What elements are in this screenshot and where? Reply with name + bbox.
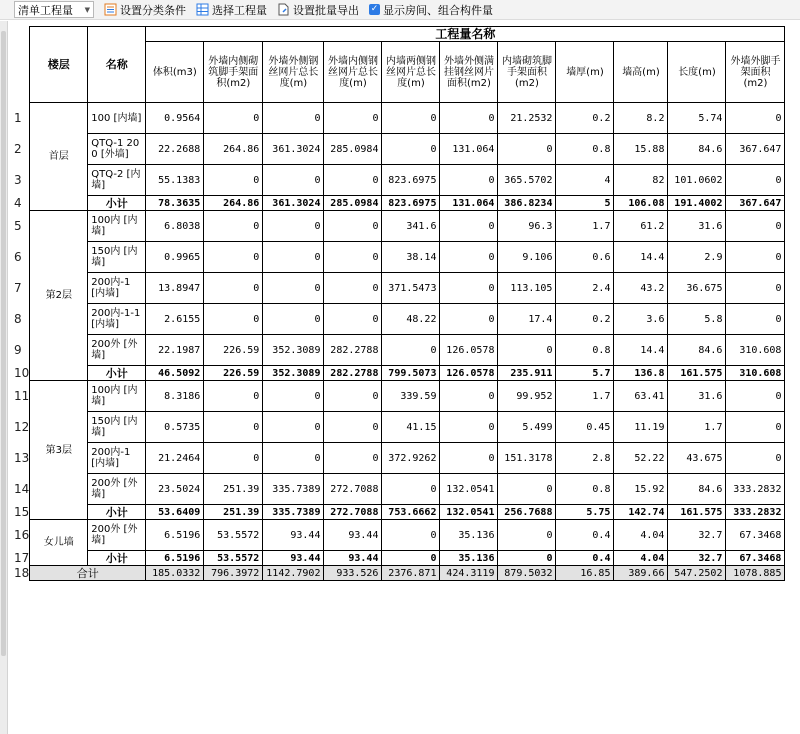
value-cell[interactable]: 0 [204,242,263,273]
value-cell[interactable]: 0 [440,412,498,443]
table-row[interactable] [12,134,785,165]
col-header[interactable]: 墙厚(m) [556,42,614,103]
col-header[interactable]: 外墙外侧满挂钢丝网片面积(m2) [440,42,498,103]
value-cell[interactable]: 4.04 [614,520,668,551]
value-cell[interactable]: 0 [498,474,556,505]
value-cell[interactable]: 106.08 [614,196,668,211]
value-cell[interactable]: 126.0578 [440,335,498,366]
name-cell[interactable]: 200内-1 [内墙] [88,443,146,474]
table-row[interactable] [12,211,785,242]
value-cell[interactable]: 226.59 [204,366,263,381]
value-cell[interactable]: 0 [324,443,382,474]
value-cell[interactable]: 53.5572 [204,551,263,566]
total-value-cell[interactable]: 185.0332 [146,566,204,581]
left-scrollbar[interactable] [0,21,8,734]
col-header[interactable]: 外墙内侧砌筑脚手架面积(m2) [204,42,263,103]
value-cell[interactable]: 0 [324,273,382,304]
floor-cell[interactable]: 女儿墙 [30,520,88,566]
scrollbar-thumb[interactable] [1,31,6,656]
value-cell[interactable]: 0 [263,381,324,412]
value-cell[interactable]: 0 [204,165,263,196]
value-cell[interactable]: 352.3089 [263,335,324,366]
col-header[interactable]: 体积(m3) [146,42,204,103]
value-cell[interactable]: 9.106 [498,242,556,273]
row-number: 3 [12,165,30,196]
value-cell[interactable]: 310.608 [726,366,785,381]
table-row[interactable] [12,520,785,551]
total-value-cell[interactable]: 424.3119 [440,566,498,581]
row-number: 13 [12,443,30,474]
total-value-cell[interactable]: 933.526 [324,566,382,581]
show-rooms-label: 显示房间、组合构件量 [383,3,493,17]
quantity-type-select[interactable] [14,1,94,18]
value-cell[interactable]: 136.8 [614,366,668,381]
value-cell[interactable]: 799.5073 [382,366,440,381]
value-cell[interactable]: 23.5024 [146,474,204,505]
value-cell[interactable]: 0 [324,381,382,412]
row-number: 15 [14,504,30,519]
value-cell[interactable]: 285.0984 [324,134,382,165]
value-cell[interactable]: 0 [324,211,382,242]
value-cell[interactable]: 113.105 [498,273,556,304]
value-cell[interactable]: 0.8 [556,134,614,165]
value-cell[interactable]: 43.675 [668,443,726,474]
value-cell[interactable]: 0 [382,335,440,366]
value-cell[interactable]: 264.86 [204,134,263,165]
classify-icon [104,3,117,16]
value-cell[interactable]: 0.8 [556,474,614,505]
table-row[interactable] [12,273,785,304]
name-cell[interactable]: 小计 [88,551,146,566]
value-cell[interactable]: 2.9 [668,242,726,273]
value-cell[interactable]: 84.6 [668,134,726,165]
select-quantity-label: 选择工程量 [212,3,267,17]
value-cell[interactable]: 0 [204,211,263,242]
value-cell[interactable]: 0 [263,304,324,335]
row-number: 7 [12,273,30,304]
value-cell[interactable]: 0 [726,381,785,412]
value-cell[interactable]: 0 [440,304,498,335]
value-cell[interactable]: 38.14 [382,242,440,273]
checkmark-icon: ✓ [370,4,379,14]
value-cell[interactable]: 5.499 [498,412,556,443]
value-cell[interactable]: 6.5196 [146,520,204,551]
value-cell[interactable]: 0 [204,381,263,412]
row-number: 5 [12,211,30,242]
value-cell[interactable]: 63.41 [614,381,668,412]
value-cell[interactable]: 131.064 [440,196,498,211]
value-cell[interactable]: 0 [204,103,263,134]
value-cell[interactable]: 256.7688 [498,505,556,520]
total-value-cell[interactable]: 1078.885 [726,566,785,581]
value-cell[interactable]: 0 [263,273,324,304]
table-row[interactable] [12,165,785,196]
row-number: 2 [12,134,30,165]
value-cell[interactable]: 2.8 [556,443,614,474]
value-cell[interactable]: 0.6 [556,242,614,273]
value-cell[interactable]: 0 [498,551,556,566]
value-cell[interactable]: 0 [726,242,785,273]
value-cell[interactable]: 0.4 [556,520,614,551]
name-cell[interactable]: QTQ-1 200 [外墙] [88,134,146,165]
show-rooms-checkbox[interactable] [369,2,493,18]
row-number: 17 [14,550,30,565]
value-cell[interactable]: 67.3468 [726,520,785,551]
row-number: 16 [12,520,30,551]
value-cell[interactable]: 53.5572 [204,520,263,551]
value-cell[interactable]: 0.2 [556,304,614,335]
col-header[interactable]: 外墙外侧钢丝网片总长度(m) [263,42,324,103]
value-cell[interactable]: 93.44 [324,520,382,551]
value-cell[interactable]: 0 [382,134,440,165]
value-cell[interactable]: 386.8234 [498,196,556,211]
row-number: 6 [12,242,30,273]
value-cell[interactable]: 5 [556,196,614,211]
value-cell[interactable]: 0 [324,103,382,134]
value-cell[interactable]: 5.75 [556,505,614,520]
table-row[interactable] [12,443,785,474]
value-cell[interactable]: 361.3024 [263,134,324,165]
value-cell[interactable]: 2.4 [556,273,614,304]
total-value-cell[interactable]: 389.66 [614,566,668,581]
value-cell[interactable]: 335.7389 [263,505,324,520]
row-number: 10 [14,365,30,380]
value-cell[interactable]: 36.675 [668,273,726,304]
value-cell[interactable]: 0 [498,520,556,551]
value-cell[interactable]: 131.064 [440,134,498,165]
value-cell[interactable]: 0.5735 [146,412,204,443]
col-header[interactable]: 外墙内侧钢丝网片总长度(m) [324,42,382,103]
value-cell[interactable]: 0.4 [556,551,614,566]
value-cell[interactable]: 93.44 [263,551,324,566]
value-cell[interactable]: 35.136 [440,520,498,551]
floor-cell[interactable]: 第2层 [30,211,88,381]
value-cell[interactable]: 84.6 [668,335,726,366]
value-cell[interactable]: 11.19 [614,412,668,443]
value-cell[interactable]: 0 [726,211,785,242]
quantity-table-container [12,26,785,581]
value-cell[interactable]: 161.575 [668,366,726,381]
value-cell[interactable]: 22.1987 [146,335,204,366]
value-cell[interactable]: 0 [382,520,440,551]
table-row[interactable] [12,366,785,381]
col-header[interactable]: 内墙两侧钢丝网片总长度(m) [382,42,440,103]
value-cell[interactable]: 367.647 [726,134,785,165]
value-cell[interactable]: 31.6 [668,381,726,412]
col-header[interactable]: 长度(m) [668,42,726,103]
row-number: 9 [12,335,30,366]
value-cell[interactable]: 8.2 [614,103,668,134]
value-cell[interactable]: 93.44 [324,551,382,566]
value-cell[interactable]: 823.6975 [382,165,440,196]
value-cell[interactable]: 335.7389 [263,474,324,505]
value-cell[interactable]: 126.0578 [440,366,498,381]
value-cell[interactable]: 52.22 [614,443,668,474]
value-cell[interactable]: 67.3468 [726,551,785,566]
row-number: 8 [12,304,30,335]
value-cell[interactable]: 0 [726,165,785,196]
value-cell[interactable]: 43.2 [614,273,668,304]
value-cell[interactable]: 0 [726,103,785,134]
row-number: 1 [12,103,30,134]
value-cell[interactable]: 4.04 [614,551,668,566]
value-cell[interactable]: 15.88 [614,134,668,165]
value-cell[interactable]: 0 [440,242,498,273]
value-cell[interactable]: 0.9564 [146,103,204,134]
value-cell[interactable]: 0 [263,211,324,242]
table-row[interactable] [12,412,785,443]
floor-cell[interactable]: 第3层 [30,381,88,520]
value-cell[interactable]: 0 [204,273,263,304]
value-cell[interactable]: 32.7 [668,551,726,566]
value-cell[interactable]: 55.1383 [146,165,204,196]
name-cell[interactable]: 200外 [外墙] [88,335,146,366]
value-cell[interactable]: 17.4 [498,304,556,335]
toolbar [0,0,800,20]
value-cell[interactable]: 101.0602 [668,165,726,196]
value-cell[interactable]: 235.911 [498,366,556,381]
value-cell[interactable]: 61.2 [614,211,668,242]
value-cell[interactable]: 46.5092 [146,366,204,381]
value-cell[interactable]: 0 [498,335,556,366]
value-cell[interactable]: 226.59 [204,335,263,366]
value-cell[interactable]: 3.6 [614,304,668,335]
value-cell[interactable]: 132.0541 [440,474,498,505]
select-quantity-button[interactable] [196,2,267,18]
quantity-group-header: 工程量名称 [146,27,785,42]
table-row[interactable] [12,103,785,134]
name-cell[interactable]: 200外 [外墙] [88,474,146,505]
value-cell[interactable]: 32.7 [668,520,726,551]
name-cell[interactable]: 小计 [88,505,146,520]
value-cell[interactable]: 6.8038 [146,211,204,242]
value-cell[interactable]: 0 [726,273,785,304]
value-cell[interactable]: 1.7 [556,381,614,412]
value-cell[interactable]: 310.608 [726,335,785,366]
value-cell[interactable]: 82 [614,165,668,196]
name-cell[interactable]: 150内 [内墙] [88,412,146,443]
value-cell[interactable]: 161.575 [668,505,726,520]
floor-cell[interactable]: 首层 [30,103,88,211]
table-icon [196,3,209,16]
name-cell[interactable]: 小计 [88,366,146,381]
value-cell[interactable]: 22.2688 [146,134,204,165]
value-cell[interactable]: 251.39 [204,505,263,520]
col-floor-header: 楼层 [30,27,88,103]
value-cell[interactable]: 0 [440,443,498,474]
value-cell[interactable]: 372.9262 [382,443,440,474]
value-cell[interactable]: 0 [440,211,498,242]
value-cell[interactable]: 21.2532 [498,103,556,134]
value-cell[interactable]: 0.45 [556,412,614,443]
value-cell[interactable]: 282.2788 [324,366,382,381]
value-cell[interactable]: 753.6662 [382,505,440,520]
value-cell[interactable]: 0 [324,304,382,335]
value-cell[interactable]: 0 [324,412,382,443]
batch-export-label: 设置批量导出 [293,3,359,17]
value-cell[interactable]: 264.86 [204,196,263,211]
value-cell[interactable]: 0 [204,304,263,335]
value-cell[interactable]: 0 [726,304,785,335]
value-cell[interactable]: 151.3178 [498,443,556,474]
value-cell[interactable]: 0 [324,165,382,196]
total-value-cell[interactable]: 1142.7902 [263,566,324,581]
col-header[interactable]: 外墙外脚手架面积(m2) [726,42,785,103]
value-cell[interactable]: 0 [204,443,263,474]
value-cell[interactable]: 272.7088 [324,474,382,505]
value-cell[interactable]: 0 [440,381,498,412]
name-cell[interactable]: 小计 [88,196,146,211]
value-cell[interactable]: 132.0541 [440,505,498,520]
value-cell[interactable]: 8.3186 [146,381,204,412]
value-cell[interactable]: 1.7 [668,412,726,443]
total-value-cell[interactable]: 879.5032 [498,566,556,581]
value-cell[interactable]: 0.8 [556,335,614,366]
col-header[interactable]: 内墙砌筑脚手架面积(m2) [498,42,556,103]
value-cell[interactable]: 14.4 [614,335,668,366]
name-cell[interactable]: 100 [内墙] [88,103,146,134]
value-cell[interactable]: 333.2832 [726,505,785,520]
value-cell[interactable]: 0 [324,242,382,273]
value-cell[interactable]: 96.3 [498,211,556,242]
value-cell[interactable]: 371.5473 [382,273,440,304]
value-cell[interactable]: 0 [382,474,440,505]
name-cell[interactable]: 200内-1 [内墙] [88,273,146,304]
export-icon [277,3,290,16]
value-cell[interactable]: 5.7 [556,366,614,381]
row-number-header [12,27,30,103]
value-cell[interactable]: 14.4 [614,242,668,273]
value-cell[interactable]: 361.3024 [263,196,324,211]
quantity-type-value: 清单工程量 [18,3,73,17]
value-cell[interactable]: 251.39 [204,474,263,505]
value-cell[interactable]: 339.59 [382,381,440,412]
value-cell[interactable]: 13.8947 [146,273,204,304]
table-row[interactable] [12,304,785,335]
row-number: 14 [12,474,30,505]
value-cell[interactable]: 0 [204,412,263,443]
name-cell[interactable]: QTQ-2 [内墙] [88,165,146,196]
total-row[interactable] [12,566,785,581]
value-cell[interactable]: 84.6 [668,474,726,505]
row-number: 12 [12,412,30,443]
name-cell[interactable]: 150内 [内墙] [88,242,146,273]
total-value-cell[interactable]: 796.3972 [204,566,263,581]
set-classify-button[interactable] [104,2,186,18]
value-cell[interactable]: 2.6155 [146,304,204,335]
value-cell[interactable]: 282.2788 [324,335,382,366]
value-cell[interactable]: 53.6409 [146,505,204,520]
table-row[interactable] [12,196,785,211]
value-cell[interactable]: 0 [498,134,556,165]
value-cell[interactable]: 35.136 [440,551,498,566]
total-label: 合计 [30,566,146,581]
table-row[interactable] [12,242,785,273]
value-cell[interactable]: 0 [440,103,498,134]
value-cell[interactable]: 0 [440,273,498,304]
name-cell[interactable]: 100内 [内墙] [88,381,146,412]
row-number: 11 [12,381,30,412]
value-cell[interactable]: 823.6975 [382,196,440,211]
value-cell[interactable]: 0 [263,242,324,273]
table-row[interactable] [12,505,785,520]
value-cell[interactable]: 272.7088 [324,505,382,520]
col-header[interactable]: 墙高(m) [614,42,668,103]
row-number: 18 [14,565,30,580]
row-number: 4 [12,196,30,211]
value-cell[interactable]: 0 [263,165,324,196]
value-cell[interactable]: 0 [440,165,498,196]
value-cell[interactable]: 0 [263,412,324,443]
value-cell[interactable]: 365.5702 [498,165,556,196]
value-cell[interactable]: 5.74 [668,103,726,134]
value-cell[interactable]: 31.6 [668,211,726,242]
value-cell[interactable]: 15.92 [614,474,668,505]
value-cell[interactable]: 21.2464 [146,443,204,474]
value-cell[interactable]: 93.44 [263,520,324,551]
value-cell[interactable]: 0.9965 [146,242,204,273]
value-cell[interactable]: 341.6 [382,211,440,242]
table-row[interactable] [12,335,785,366]
value-cell[interactable]: 6.5196 [146,551,204,566]
value-cell[interactable]: 0 [382,103,440,134]
value-cell[interactable]: 48.22 [382,304,440,335]
name-cell[interactable]: 200外 [外墙] [88,520,146,551]
value-cell[interactable]: 99.952 [498,381,556,412]
total-value-cell[interactable]: 547.2502 [668,566,726,581]
value-cell[interactable]: 0.2 [556,103,614,134]
chevron-down-icon: ▼ [84,5,90,14]
table-row[interactable] [12,474,785,505]
value-cell[interactable]: 78.3635 [146,196,204,211]
value-cell[interactable]: 285.0984 [324,196,382,211]
value-cell[interactable]: 1.7 [556,211,614,242]
quantity-table [12,26,785,581]
value-cell[interactable]: 0 [726,443,785,474]
set-classify-label: 设置分类条件 [120,3,186,17]
value-cell[interactable]: 142.74 [614,505,668,520]
table-row[interactable] [12,551,785,566]
value-cell[interactable]: 0 [263,443,324,474]
value-cell[interactable]: 0 [382,551,440,566]
value-cell[interactable]: 333.2832 [726,474,785,505]
value-cell[interactable]: 4 [556,165,614,196]
value-cell[interactable]: 352.3089 [263,366,324,381]
col-name-header: 名称 [88,27,146,103]
value-cell[interactable]: 191.4002 [668,196,726,211]
name-cell[interactable]: 200内-1-1 [内墙] [88,304,146,335]
batch-export-button[interactable] [277,2,359,18]
value-cell[interactable]: 0 [263,103,324,134]
value-cell[interactable]: 5.8 [668,304,726,335]
value-cell[interactable]: 41.15 [382,412,440,443]
total-value-cell[interactable]: 16.85 [556,566,614,581]
value-cell[interactable]: 0 [726,412,785,443]
value-cell[interactable]: 367.647 [726,196,785,211]
total-value-cell[interactable]: 2376.871 [382,566,440,581]
table-row[interactable] [12,381,785,412]
name-cell[interactable]: 100内 [内墙] [88,211,146,242]
